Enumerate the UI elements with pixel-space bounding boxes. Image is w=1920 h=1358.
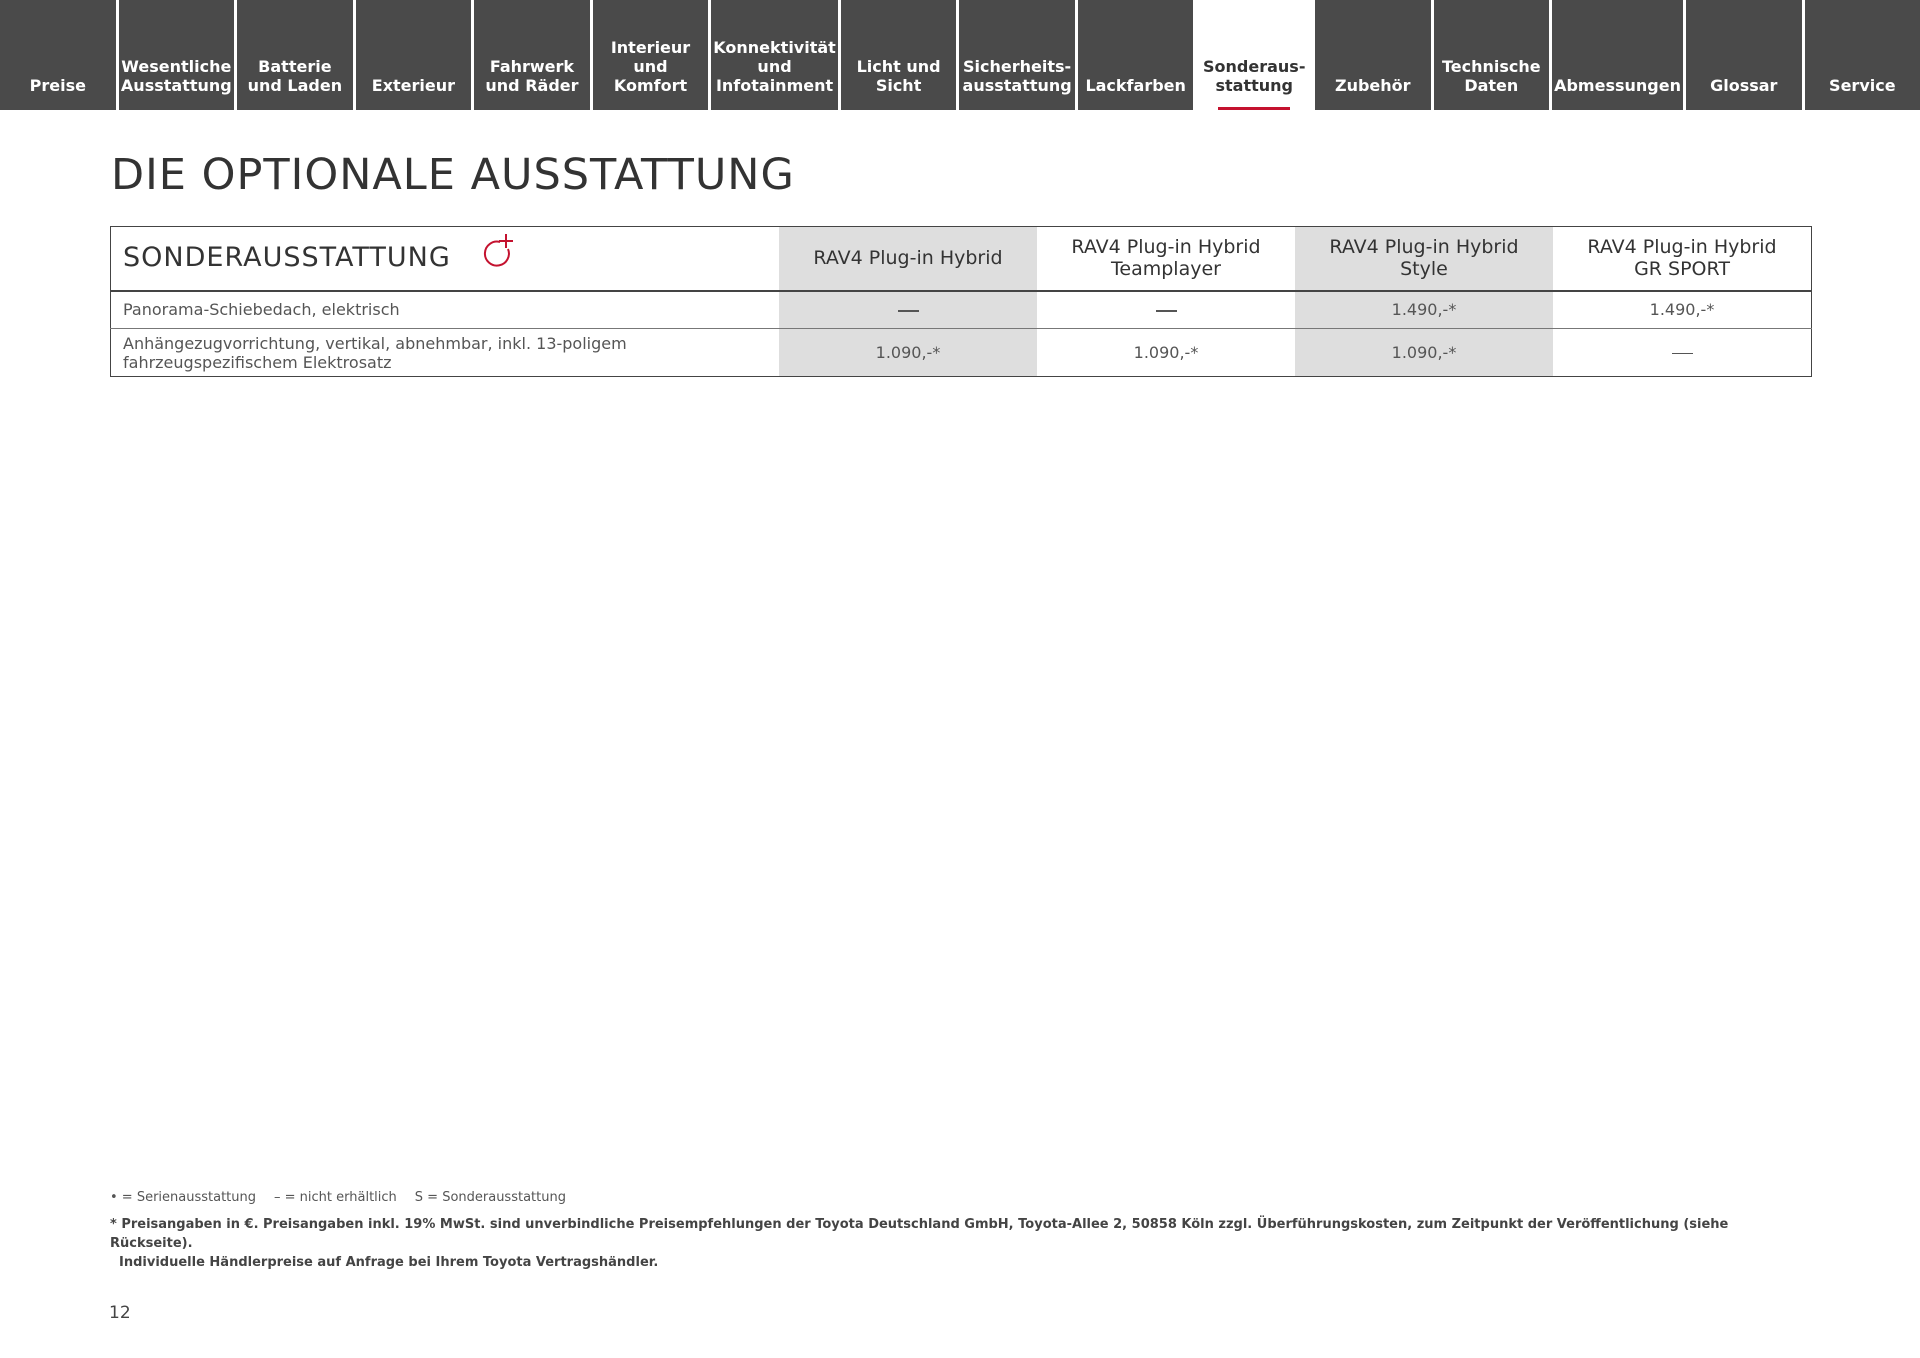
nav-tab-technische-daten[interactable]: Technische Daten (1434, 0, 1550, 110)
nav-tab-sonderausstattung[interactable]: Sonderaus- stattung (1196, 0, 1312, 110)
nav-tab-preise[interactable]: Preise (0, 0, 116, 110)
section-header (111, 227, 780, 291)
nav-tab-batterie-und-laden[interactable]: Batterie und Laden (237, 0, 353, 110)
section-title: SONDERAUSSTATTUNG (123, 241, 451, 273)
price-cell: 1.090,-* (1295, 329, 1553, 377)
nav-tab-konnektivitaet-und-infotainment[interactable]: Konnektivität und Infotainment (711, 0, 838, 110)
nav-tab-licht-und-sicht[interactable]: Licht und Sicht (841, 0, 957, 110)
feature-label: Anhängezugvorrichtung, vertikal, abnehmbar, inkl. 13-poligem fahrzeugspezifischem Elektrosatz (123, 333, 627, 372)
optional-equipment-table (110, 226, 1812, 377)
page-title: DIE OPTIONALE AUSSTATTUNG (111, 150, 795, 200)
price-cell: 1.090,-* (779, 329, 1037, 377)
price-cell: 1.490,-* (1553, 291, 1812, 329)
price-cell: 1.490,-* (1295, 291, 1553, 329)
not-available-dash (898, 310, 919, 312)
legend (110, 1190, 566, 1205)
footnote-line-1: * Preisangaben in €. Preisangaben inkl. 19% MwSt. sind unverbindliche Preisempfehlungen der Toyota Deutschland GmbH, Toyota-Allee 2, 50858 Köln zzgl. Überführungskosten, zum Zeitpunkt der Veröffentlichung (siehe Rückseite). (110, 1217, 1729, 1251)
nav-tab-wesentliche-ausstattung[interactable]: Wesentliche Ausstattung (119, 0, 235, 110)
legend-standard: • = Serienausstattung (110, 1190, 257, 1205)
model-header-gr-sport: RAV4 Plug-in Hybrid GR SPORT (1553, 227, 1812, 291)
price-cell (1037, 291, 1295, 329)
nav-tab-exterieur[interactable]: Exterieur (356, 0, 472, 110)
table-row (111, 291, 1812, 329)
nav-tab-sicherheitsausstattung[interactable]: Sicherheits- ausstattung (959, 0, 1075, 110)
circle-plus-icon (480, 232, 520, 277)
model-header-teamplayer: RAV4 Plug-in Hybrid Teamplayer (1037, 227, 1295, 291)
not-available-dash (1156, 310, 1177, 312)
top-navigation (0, 0, 1920, 110)
price-cell (779, 291, 1037, 329)
legend-optional: S = Sonderausstattung (414, 1190, 566, 1205)
nav-tab-fahrwerk-und-raeder[interactable]: Fahrwerk und Räder (474, 0, 590, 110)
footnote-line-2: Individuelle Händlerpreise auf Anfrage bei Ihrem Toyota Vertragshändler. (119, 1255, 659, 1270)
nav-tab-interieur-und-komfort[interactable]: Interieur und Komfort (593, 0, 709, 110)
nav-tab-abmessungen[interactable]: Abmessungen (1552, 0, 1683, 110)
nav-tab-service[interactable]: Service (1805, 0, 1920, 110)
not-available-dash (1672, 353, 1693, 355)
nav-tab-zubehoer[interactable]: Zubehör (1315, 0, 1431, 110)
price-cell: 1.090,-* (1133, 343, 1199, 362)
table-row (111, 329, 1812, 377)
legend-not-available: – = nicht erhältlich (274, 1190, 397, 1205)
price-footnote (110, 1215, 1810, 1272)
price-cell (1553, 329, 1812, 377)
table-header-row (111, 227, 1812, 291)
page-number: 12 (109, 1303, 131, 1323)
feature-label: Panorama-Schiebedach, elektrisch (111, 291, 780, 329)
nav-tab-glossar[interactable]: Glossar (1686, 0, 1802, 110)
nav-tab-lackfarben[interactable]: Lackfarben (1078, 0, 1194, 110)
model-header-style: RAV4 Plug-in Hybrid Style (1295, 227, 1553, 291)
model-header-rav4-plug-in-hybrid: RAV4 Plug-in Hybrid (779, 227, 1037, 291)
